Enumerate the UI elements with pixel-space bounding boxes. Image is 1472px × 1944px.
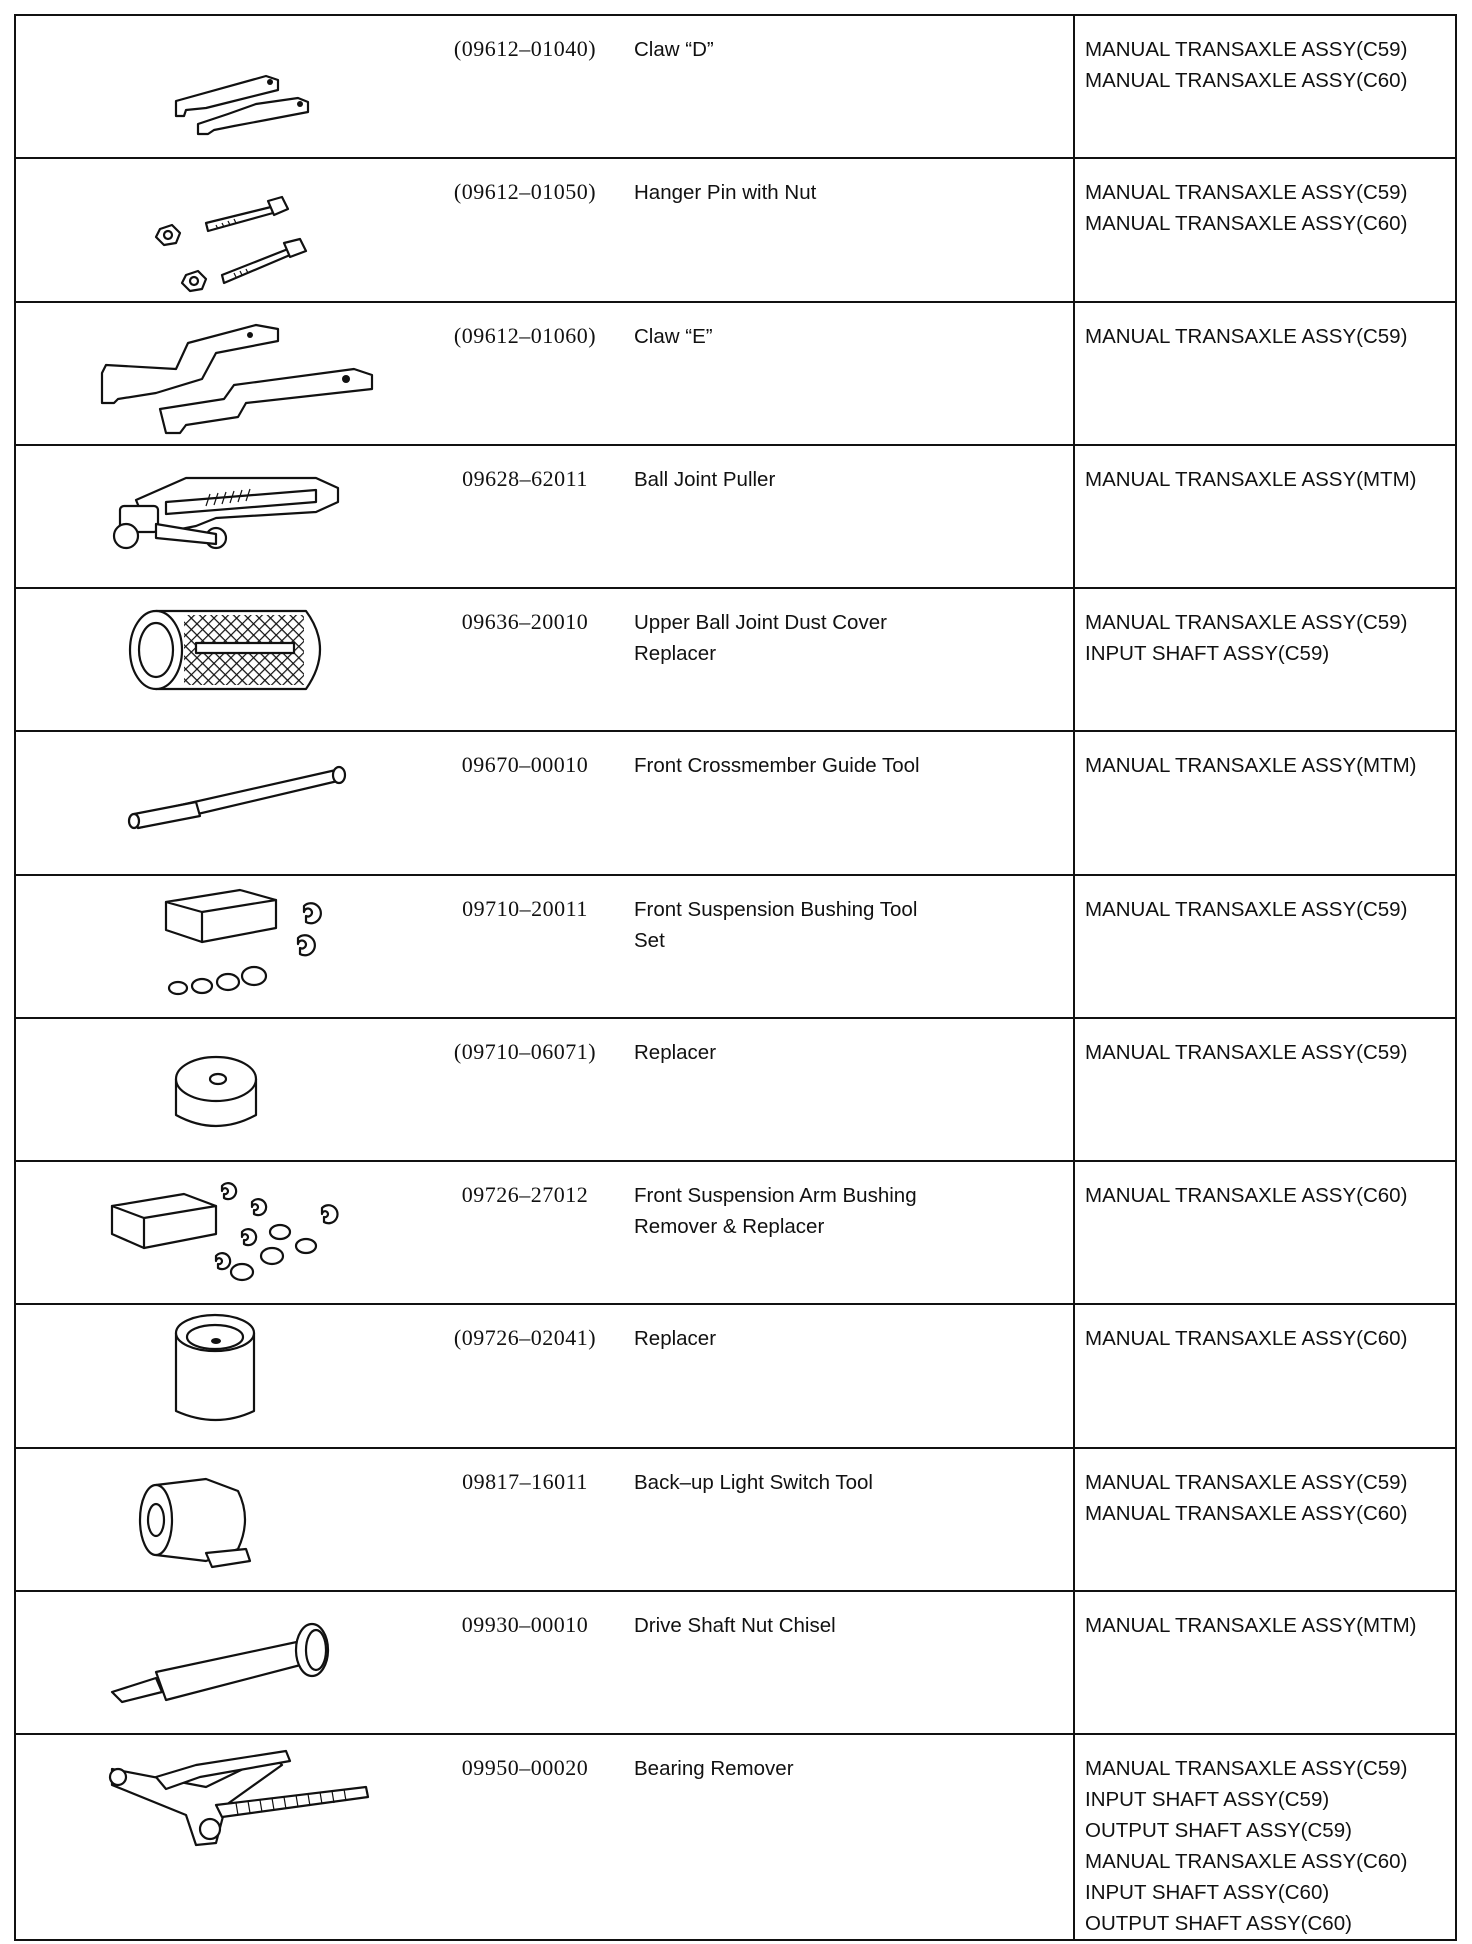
- tool-row: [16, 1449, 1455, 1592]
- used-for-list: [1073, 1449, 1455, 1590]
- tool-row: [16, 732, 1455, 875]
- tool-illustration: [16, 16, 430, 157]
- used-for-list: [1073, 159, 1455, 300]
- tool-row: [16, 16, 1455, 159]
- part-number: 09817–16011: [462, 1468, 588, 1494]
- tool-name: [620, 1162, 1073, 1303]
- tool-name-line: Replacer: [634, 1040, 717, 1064]
- used-for-item: MANUAL TRANSAXLE ASSY(C60): [1085, 69, 1408, 92]
- part-number: 09710–20011: [462, 895, 588, 921]
- tool-name-line: Hanger Pin with Nut: [634, 181, 817, 205]
- tool-row: [16, 1592, 1455, 1735]
- tool-name: [620, 1305, 1073, 1446]
- tool-name-line: Remover & Replacer: [634, 1215, 825, 1238]
- tool-name: [620, 159, 1073, 300]
- tool-illustration: [16, 1449, 430, 1590]
- part-number: 09670–00010: [461, 752, 589, 778]
- used-for-item: MANUAL TRANSAXLE ASSY(C59): [1085, 1040, 1408, 1064]
- tool-name-line: Bearing Remover: [634, 1757, 794, 1780]
- tool-name: [620, 876, 1073, 1017]
- tool-illustration: [16, 1592, 430, 1733]
- arm-bushing-set-icon: [16, 1162, 430, 1303]
- used-for-item: INPUT SHAFT ASSY(C59): [1085, 1788, 1330, 1811]
- tool-name-line: Drive Shaft Nut Chisel: [634, 1613, 836, 1637]
- used-for-item: INPUT SHAFT ASSY(C60): [1085, 1881, 1330, 1904]
- bearing-remover-icon: [16, 1735, 430, 1939]
- tool-illustration: [16, 1305, 430, 1446]
- used-for-list: [1073, 1735, 1455, 1939]
- tool-name-line: Ball Joint Puller: [634, 467, 776, 491]
- part-number: 09628–62011: [462, 465, 588, 491]
- tool-illustration: [16, 303, 430, 444]
- used-for-list: [1073, 732, 1455, 873]
- used-for-item: MANUAL TRANSAXLE ASSY(MTM): [1085, 754, 1417, 778]
- used-for-item: MANUAL TRANSAXLE ASSY(C60): [1085, 1501, 1408, 1525]
- used-for-item: MANUAL TRANSAXLE ASSY(C59): [1085, 1470, 1408, 1494]
- tool-name-line: Front Suspension Arm Bushing: [634, 1184, 917, 1207]
- used-for-item: MANUAL TRANSAXLE ASSY(C60): [1085, 1850, 1408, 1873]
- tool-name: [620, 303, 1073, 444]
- used-for-list: [1073, 16, 1455, 157]
- used-for-list: [1073, 1019, 1455, 1160]
- tool-name: [620, 1019, 1073, 1160]
- ball-joint-puller-icon: [16, 446, 430, 587]
- tool-name-line: Claw “D”: [634, 38, 714, 61]
- hanger-pin-icon: [16, 159, 430, 300]
- part-number: 09930–00010: [461, 1611, 589, 1637]
- tool-name-line: Back–up Light Switch Tool: [634, 1470, 873, 1494]
- tool-name-line: Upper Ball Joint Dust Cover: [634, 611, 887, 634]
- part-number: (09710–06071): [453, 1038, 597, 1064]
- used-for-list: [1073, 1592, 1455, 1733]
- used-for-item: MANUAL TRANSAXLE ASSY(MTM): [1085, 467, 1417, 491]
- claw-d-icon: [16, 16, 430, 157]
- used-for-item: MANUAL TRANSAXLE ASSY(C59): [1085, 38, 1408, 61]
- tool-name-line: Set: [634, 928, 665, 952]
- tool-illustration: [16, 446, 430, 587]
- used-for-list: [1073, 1305, 1455, 1446]
- used-for-item: MANUAL TRANSAXLE ASSY(C59): [1085, 324, 1408, 348]
- tool-name: [620, 16, 1073, 157]
- used-for-item: MANUAL TRANSAXLE ASSY(C60): [1085, 212, 1408, 236]
- used-for-item: MANUAL TRANSAXLE ASSY(C59): [1085, 897, 1408, 921]
- nut-chisel-icon: [16, 1592, 430, 1733]
- used-for-item: MANUAL TRANSAXLE ASSY(C59): [1085, 611, 1408, 634]
- guide-tool-icon: [16, 732, 430, 873]
- tool-name-line: Replacer: [634, 642, 717, 665]
- tool-illustration: [16, 1735, 430, 1939]
- tool-name: [620, 446, 1073, 587]
- tool-illustration: [16, 1162, 430, 1303]
- claw-e-icon: [16, 303, 430, 444]
- used-for-list: [1073, 876, 1455, 1017]
- used-for-item: MANUAL TRANSAXLE ASSY(C59): [1085, 1757, 1408, 1780]
- part-number: 09636–20010: [461, 609, 589, 634]
- used-for-list: [1073, 589, 1455, 730]
- tool-name-line: Replacer: [634, 1327, 717, 1351]
- tool-name-line: Claw “E”: [634, 324, 713, 348]
- tool-row: [16, 876, 1455, 1019]
- used-for-item: OUTPUT SHAFT ASSY(C60): [1085, 1912, 1352, 1935]
- switch-tool-icon: [16, 1449, 430, 1590]
- tool-name: [620, 732, 1073, 873]
- used-for-item: MANUAL TRANSAXLE ASSY(C60): [1085, 1184, 1408, 1207]
- tool-illustration: [16, 1019, 430, 1160]
- used-for-item: MANUAL TRANSAXLE ASSY(C59): [1085, 181, 1408, 205]
- used-for-item: MANUAL TRANSAXLE ASSY(MTM): [1085, 1613, 1417, 1637]
- replacer-cup-icon: [16, 1305, 430, 1446]
- part-number: 09950–00020: [461, 1755, 589, 1780]
- tool-name-line: Front Suspension Bushing Tool: [634, 897, 918, 921]
- tool-row: [16, 1305, 1455, 1448]
- tool-row: [16, 1162, 1455, 1305]
- special-service-tools-table: [14, 14, 1457, 1941]
- tool-row: [16, 446, 1455, 589]
- used-for-item: INPUT SHAFT ASSY(C59): [1085, 642, 1330, 665]
- tool-name: [620, 1592, 1073, 1733]
- tool-name: [620, 1735, 1073, 1939]
- tool-name: [620, 589, 1073, 730]
- part-number: (09726–02041): [453, 1325, 597, 1351]
- used-for-item: OUTPUT SHAFT ASSY(C59): [1085, 1819, 1352, 1842]
- tool-row: [16, 303, 1455, 446]
- used-for-list: [1073, 303, 1455, 444]
- tool-row: [16, 1735, 1455, 1939]
- used-for-item: MANUAL TRANSAXLE ASSY(C60): [1085, 1327, 1408, 1351]
- tool-row: [16, 589, 1455, 732]
- tool-illustration: [16, 732, 430, 873]
- bushing-tool-set-icon: [16, 876, 430, 1017]
- tool-row: [16, 1019, 1455, 1162]
- used-for-list: [1073, 446, 1455, 587]
- tool-name: [620, 1449, 1073, 1590]
- dust-cover-replacer-icon: [16, 589, 430, 730]
- tool-illustration: [16, 876, 430, 1017]
- part-number: 09726–27012: [461, 1182, 589, 1207]
- tool-illustration: [16, 159, 430, 300]
- part-number: (09612–01050): [453, 179, 597, 205]
- part-number: (09612–01040): [453, 36, 597, 61]
- replacer-disc-icon: [16, 1019, 430, 1160]
- tool-row: [16, 159, 1455, 302]
- part-number: (09612–01060): [453, 322, 597, 348]
- tool-name-line: Front Crossmember Guide Tool: [634, 754, 920, 778]
- used-for-list: [1073, 1162, 1455, 1303]
- tool-illustration: [16, 589, 430, 730]
